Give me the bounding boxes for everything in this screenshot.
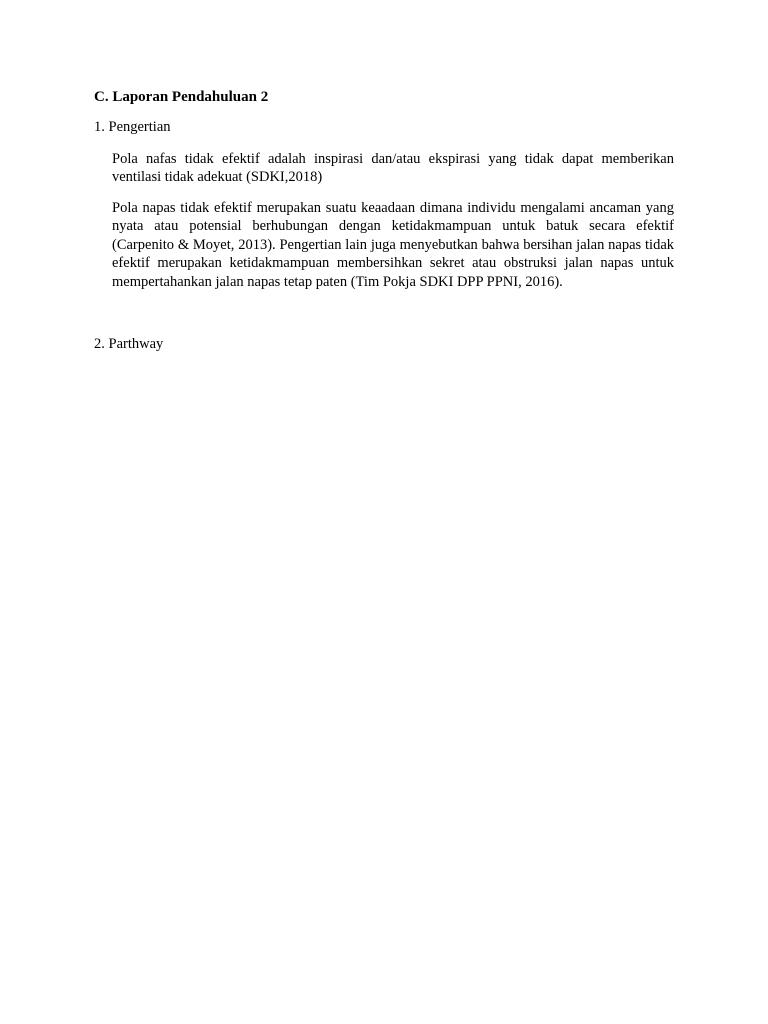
paragraph-definition-2: Pola napas tidak efektif merupakan suatu keaadaan dimana individu mengalami ancaman yang nyata atau potensial berhubungan dengan ketidakmampuan untuk batuk secara efektif (Carpenito & Moyet, 2013). Pengertian lain juga menyebutkan bahwa bersihan jalan napas tidak efektif merupakan ketidakmampuan membersihkan sekret atau obstruksi jalan napas untuk mempertahankan jalan napas tetap paten (Tim Pokja SDKI DPP PPNI, 2016). [112,200,674,290]
section-heading: C. Laporan Pendahuluan 2 [94,89,269,105]
subsection-title-parthway: 2. Parthway [94,336,164,352]
subsection-title-pengertian: 1. Pengertian [94,119,171,135]
paragraph-definition-1: Pola nafas tidak efektif adalah inspirasi dan/atau ekspirasi yang tidak dapat memberikan ventilasi tidak adekuat (SDKI,2018) [112,151,674,186]
